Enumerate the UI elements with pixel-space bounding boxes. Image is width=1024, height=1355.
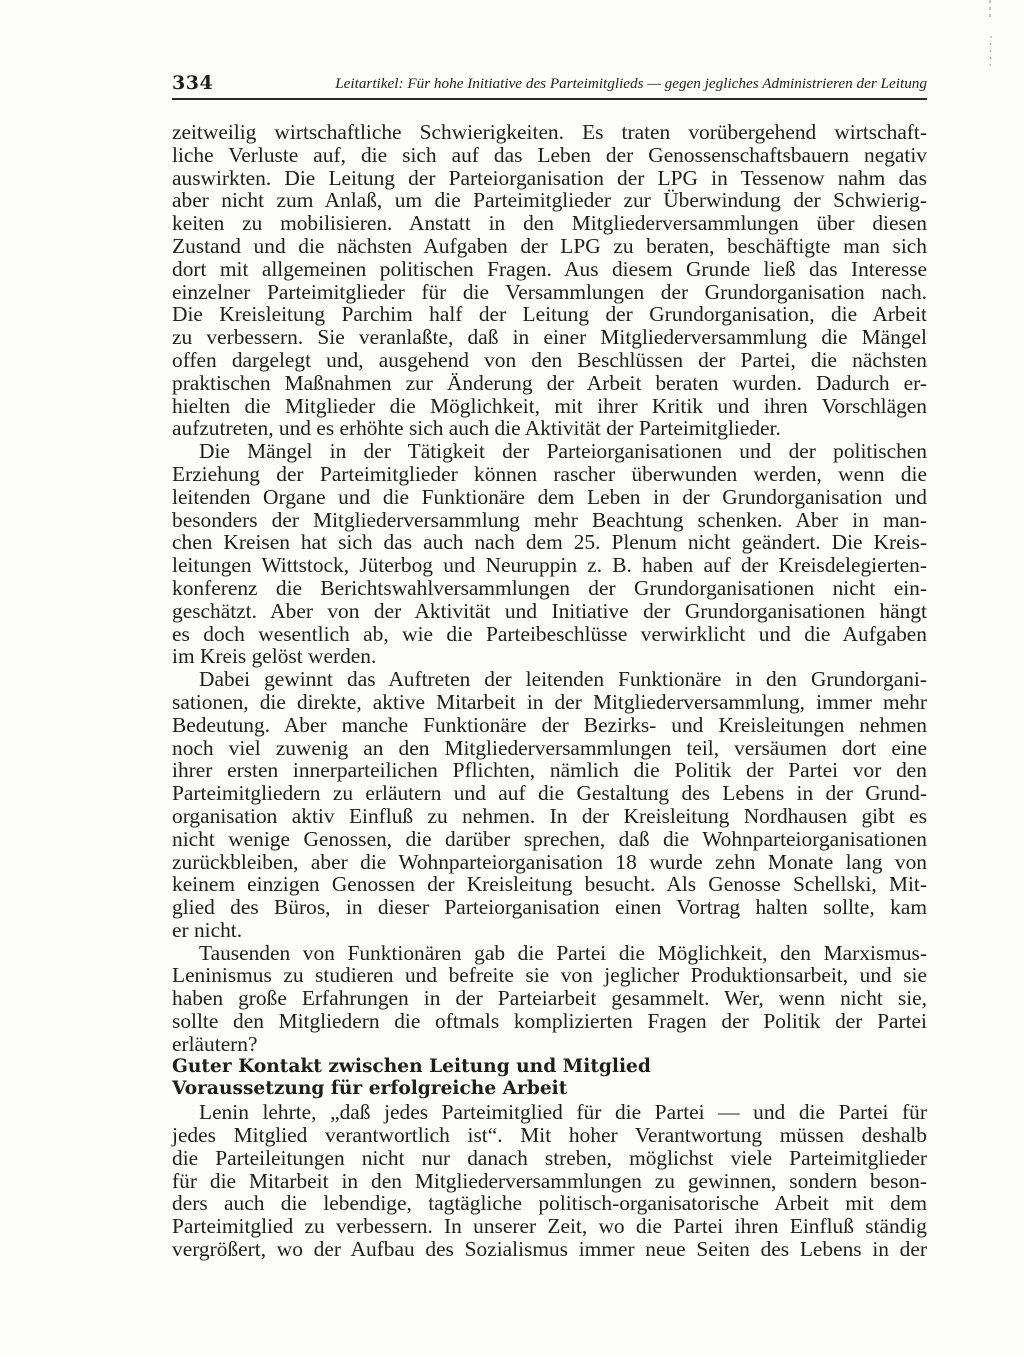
text-line: leitenden Organe und die Funktionäre dem Leben in der Grundorganisation und	[172, 484, 927, 509]
paragraph-1	[172, 121, 927, 440]
text-line: offen dargelegt und, ausgehend von den Beschlüssen der Partei, die nächsten	[172, 347, 927, 372]
text-line: zeitweilig wirtschaftliche Schwierigkeiten. Es traten vorübergehend wirtschaft-	[172, 120, 927, 144]
text-line: einzelner Parteimitglieder für die Versammlungen der Grundorganisation nach.	[172, 279, 927, 304]
text-line: keiten zu mobilisieren. Anstatt in den Mitgliederversammlungen über diesen	[172, 211, 927, 236]
paragraph-2	[172, 440, 927, 668]
text-line: hielten die Mitglieder die Möglichkeit, mit ihrer Kritik und ihren Vorschlägen	[172, 393, 927, 418]
text-line: praktischen Maßnahmen zur Änderung der Arbeit beraten wurden. Dadurch er-	[172, 370, 927, 395]
text-line: er nicht.	[172, 917, 243, 942]
text-line: sationen, die direkte, aktive Mitarbeit in der Mitgliederversammlung, immer mehr	[172, 689, 927, 714]
text-line: Lenin lehrte, „daß jedes Parteimitglied für die Partei — und die Partei für	[199, 1100, 927, 1125]
text-line: Dabei gewinnt das Auftreten der leitenden Funktionäre in den Grundorgani-	[199, 667, 927, 692]
scan-margin-mark	[987, 0, 993, 80]
text-line: jedes Mitglied verantwortlich ist“. Mit hoher Verantwortung müssen deshalb	[172, 1123, 927, 1148]
subheading-line-1: Guter Kontakt zwischen Leitung und Mitglied	[172, 1055, 651, 1077]
page-number: 334	[172, 72, 214, 94]
text-line: chen Kreisen hat sich das auch nach dem 25. Plenum nicht geändert. Die Kreis-	[172, 530, 927, 555]
text-line: haben große Erfahrungen in der Parteiarbeit gesammelt. Wer, wenn nicht sie,	[172, 986, 927, 1011]
text-line: Bedeutung. Aber manche Funktionäre der Bezirks- und Kreisleitungen nehmen	[172, 712, 927, 737]
text-line: die Parteileitungen nicht nur danach streben, möglichst viele Parteimitglieder	[172, 1145, 927, 1170]
section-subheading	[172, 1056, 927, 1102]
paragraph-3	[172, 668, 927, 942]
text-line: glied des Büros, in dieser Parteiorganisation einen Vortrag halten sollte, kam	[172, 895, 927, 920]
text-line: Zustand und die nächsten Aufgaben der LPG zu beraten, beschäftigte man sich	[172, 233, 927, 258]
text-line: für die Mitarbeit in den Mitgliederversammlungen zu gewinnen, sondern beson-	[172, 1168, 927, 1193]
text-line: auswirkten. Die Leitung der Parteiorganisation der LPG in Tessenow nahm das	[172, 165, 927, 190]
text-line: Die Kreisleitung Parchim half der Leitung der Grundorganisation, die Arbeit	[172, 302, 927, 327]
text-line: keinem einzigen Genossen der Kreisleitung besucht. Als Genosse Schellski, Mit-	[172, 872, 927, 897]
text-line: Leninismus zu studieren und befreite sie von jeglicher Produktionsarbeit, und sie	[172, 963, 927, 988]
page-header	[172, 70, 927, 100]
text-line: besonders der Mitgliederversammlung mehr Beachtung schenken. Aber in man-	[172, 507, 927, 532]
text-line: geschätzt. Aber von der Aktivität und Initiative der Grundorganisationen hängt	[172, 598, 927, 623]
paragraph-4	[172, 942, 927, 1056]
text-line: aufzutreten, und es erhöhte sich auch die Aktivität der Parteimitglieder.	[172, 416, 781, 441]
text-line: Parteimitgliedern zu erläutern und auf die Gestaltung des Lebens in der Grund-	[172, 781, 927, 806]
text-line: Tausenden von Funktionären gab die Partei die Möglichkeit, den Marxismus-	[199, 940, 927, 965]
paragraph-5	[172, 1101, 927, 1261]
text-line: im Kreis gelöst werden.	[172, 644, 377, 669]
text-line: Die Mängel in der Tätigkeit der Parteiorganisationen und der politischen	[199, 439, 927, 464]
text-line: aber nicht zum Anlaß, um die Parteimitglieder zur Überwindung der Schwierig-	[172, 188, 927, 213]
text-line: erläutern?	[172, 1031, 258, 1056]
text-line: ders auch die lebendige, tagtägliche politisch-organisatorische Arbeit mit dem	[172, 1191, 927, 1216]
text-line: organisation aktiv Einfluß zu nehmen. In der Kreisleitung Nordhausen gibt es	[172, 803, 927, 828]
text-line: sollte den Mitgliedern die oftmals komplizierten Fragen der Politik der Partei	[172, 1009, 927, 1034]
text-line: noch viel zuwenig an den Mitgliederversammlungen teil, versäumen dort eine	[172, 735, 927, 760]
text-line: zu verbessern. Sie veranlaßte, daß in einer Mitgliederversammlung die Mängel	[172, 325, 927, 350]
text-line: nicht wenige Genossen, die darüber sprechen, daß die Wohnparteiorganisationen	[172, 826, 927, 851]
text-line: ihrer ersten innerparteilichen Pflichten, nämlich die Politik der Partei vor den	[172, 758, 927, 783]
text-line: zurückbleiben, aber die Wohnparteiorganisation 18 wurde zehn Monate lang von	[172, 849, 927, 874]
text-line: leitungen Wittstock, Jüterbog und Neuruppin z. B. haben auf der Kreisdelegierten-	[172, 553, 927, 578]
text-line: vergrößert, wo der Aufbau des Sozialismus immer neue Seiten des Lebens in der	[172, 1237, 927, 1262]
text-line: konferenz die Berichtswahlversammlungen der Grundorganisationen nicht ein-	[172, 575, 927, 600]
article-body	[172, 121, 927, 1261]
text-line: Parteimitglied zu verbessern. In unserer Zeit, wo die Partei ihren Einfluß ständig	[172, 1214, 927, 1239]
text-line: liche Verluste auf, die sich auf das Leben der Genossenschaftsbauern negativ	[172, 142, 927, 167]
subheading-line-2: Voraussetzung für erfolgreiche Arbeit	[172, 1078, 568, 1100]
text-line: dort mit allgemeinen politischen Fragen. Aus diesem Grunde ließ das Interesse	[172, 256, 927, 281]
text-line: es doch wesentlich ab, wie die Parteibeschlüsse verwirklicht und die Aufgaben	[172, 621, 927, 646]
text-line: Erziehung der Parteimitglieder können rascher überwunden werden, wenn die	[172, 461, 927, 486]
running-head: Leitartikel: Für hohe Initiative des Parteimitglieds — gegen jegliches Administrieren der Leitung	[335, 75, 927, 92]
